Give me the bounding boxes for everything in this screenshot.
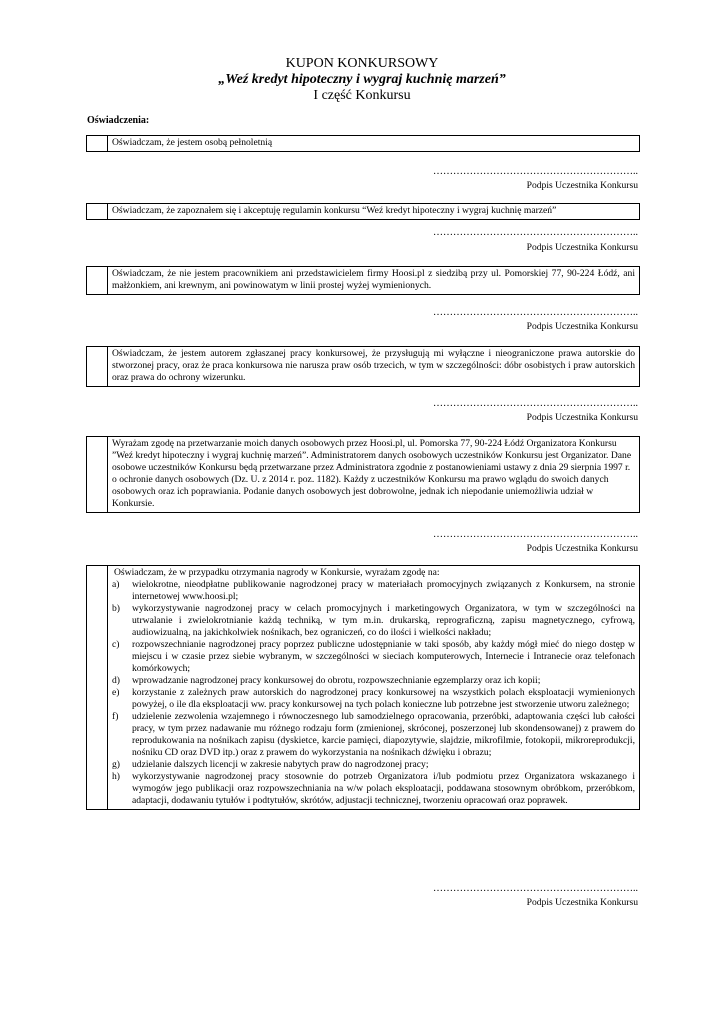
statement-2 (86, 203, 640, 220)
statement-4 (86, 346, 640, 387)
statement-5-checkbox[interactable] (87, 437, 108, 513)
statement-3 (86, 266, 640, 295)
signature-label-1: Podpis Uczestnika Konkursu (526, 180, 638, 191)
statement-1-text: Oświadczam, że jestem osobą pełnoletnią (108, 136, 640, 152)
statement-4-text: Oświadczam, że jestem autorem zgłaszanej pracy konkursowej, że przysługują mi wyłączne i nieograniczone prawa autorskie do stworzonej pracy, oraz że praca konkursowa nie narusza praw osób trzecich, w tym w szczególności: dóbr osobistych i praw autorskich oraz prawa do ochrony wizerunku. (108, 347, 640, 387)
signature-label-5: Podpis Uczestnika Konkursu (526, 543, 638, 554)
consent-item: h) wykorzystywanie nagrodzonej pracy stosownie do potrzeb Organizatora i/lub podmiotu przez Organizatora wskazanego i wymogów jego publikacji oraz rozpowszechniania na w/w polach eksploatacji, poddawana stosownym obróbkom, przeróbkom, adaptacji, dodawaniu tytułów i podtytułów, skrótów, adjustacji technicznej, tworzeniu opracowań oraz poprawek. (112, 771, 635, 806)
signature-label-6: Podpis Uczestnika Konkursu (526, 897, 638, 908)
consent-item: d) wprowadzanie nagrodzonej pracy konkursowej do obrotu, rozpowszechnianie egzemplarzy oraz ich kopii; (112, 675, 541, 686)
signature-label-2: Podpis Uczestnika Konkursu (526, 242, 638, 253)
consent-item: f) udzielenie zezwolenia wzajemnego i równoczesnego lub samodzielnego opracowania, przeróbki, adaptowania części lub całości pracy, w tym przez nadawanie mu różnego rodzaju form (zmienionej, skróconej, poszerzonej lub skondensowanej) z prawem do reprodukowania na nośnikach zapisu (dyskietce, karcie pamięci, diapozytywie, slajdzie, mikrofilmie, fotokopii, mikroreprodukcji, nośniku CD oraz DVD itp.) oraz z prawem do wykorzystania na nośnikach dźwięku i obrazu; (112, 711, 635, 758)
consent-item: b) wykorzystywanie nagrodzonej pracy w celach promocyjnych i marketingowych Organizatora, w tym w szczególności na utrwalanie i zwielokrotnianie każdą techniką, w tym m.in. drukarską, reprograficzną, zapisu magnetycznego, cyfrową, audiowizualną, na jakichkolwiek nośnikach, bez ograniczeń, co do ilości i wielkości nakładu; (112, 603, 635, 638)
consent-item: c) rozpowszechnianie nagrodzonej pracy poprzez publiczne udostępnianie w taki sposób, aby każdy mógł mieć do niego dostęp w miejscu i w czasie przez siebie wybranym, w szczególności w sieciach komputerowych, Internecie i Intranecie oraz telefonach komórkowych; (112, 639, 635, 674)
signature-label-3: Podpis Uczestnika Konkursu (526, 321, 638, 332)
statement-5-text: Wyrażam zgodę na przetwarzanie moich danych osobowych przez Hoosi.pl, ul. Pomorska 77, 90-224 Łódź Organizatora Konkursu ”Weź kredyt hipoteczny i wygraj kuchnię marzeń”. Administratorem danych osobowych uczestników Konkursu jest Organizator. Dane osobowe uczestników Konkursu będą przetwarzane przez Administratora zgodnie z postanowieniami ustawy z dnia 29 sierpnia 1997 r. o ochronie danych osobowych (Dz. U. z 2014 r. poz. 1182). Każdy z uczestników Konkursu ma prawo wglądu do swoich danych osobowych oraz ich poprawiania. Podanie danych osobowych jest dobrowolne, jednak ich niepodanie uniemożliwia udział w Konkursie. (108, 437, 640, 513)
statement-1-checkbox[interactable] (87, 136, 108, 152)
statement-6 (86, 565, 640, 810)
signature-line-3: …………………………………………………….. (433, 307, 638, 318)
statement-2-checkbox[interactable] (87, 204, 108, 220)
consent-list (112, 579, 635, 807)
contest-part: I część Konkursu (313, 88, 411, 103)
signature-line-4: …………………………………………………….. (433, 398, 638, 409)
signature-label-4: Podpis Uczestnika Konkursu (526, 412, 638, 423)
contest-name: „Weź kredyt hipoteczny i wygraj kuchnię marzeń” (218, 72, 506, 87)
page-title: KUPON KONKURSOWY (285, 56, 439, 71)
statement-4-checkbox[interactable] (87, 347, 108, 387)
statement-2-text: Oświadczam, że zapoznałem się i akceptuję regulamin konkursu “Weź kredyt hipoteczny i wygraj kuchnię marzeń” (108, 204, 640, 220)
statement-6-body (108, 566, 640, 810)
statement-3-text: Oświadczam, że nie jestem pracownikiem ani przedstawicielem firmy Hoosi.pl z siedzibą przy ul. Pomorskiej 77, 90-224 Łódź, ani małżonkiem, ani krewnym, ani powinowatym w linii prostej wyżej wymienionych. (108, 267, 640, 295)
signature-line-6: …………………………………………………….. (433, 883, 638, 894)
signature-line-1: …………………………………………………….. (433, 166, 638, 177)
statement-6-intro: Oświadczam, że w przypadku otrzymania nagrody w Konkursie, wyrażam zgodę na: (114, 567, 440, 578)
statement-3-checkbox[interactable] (87, 267, 108, 295)
consent-item: e) korzystanie z zależnych praw autorskich do nagrodzonej pracy konkursowej na wszystkich polach eksploatacji wymienionych powyżej, o ile dla eksploatacji ww. pracy konkursowej na tych polach konieczne lub potrzebne jest stworzenie utworu zależnego; (112, 687, 635, 710)
consent-item: a) wielokrotne, nieodpłatne publikowanie nagrodzonej pracy w materiałach promocyjnych związanych z Konkursem, na stronie internetowej www.hoosi.pl; (112, 579, 635, 602)
statement-1 (86, 135, 640, 152)
declarations-heading: Oświadczenia: (87, 115, 150, 126)
signature-line-5: …………………………………………………….. (433, 529, 638, 540)
consent-item: g) udzielanie dalszych licencji w zakresie nabytych praw do nagrodzonej pracy; (112, 759, 429, 770)
statement-5 (86, 436, 640, 513)
signature-line-2: …………………………………………………….. (433, 227, 638, 238)
statement-6-checkbox[interactable] (87, 566, 108, 810)
